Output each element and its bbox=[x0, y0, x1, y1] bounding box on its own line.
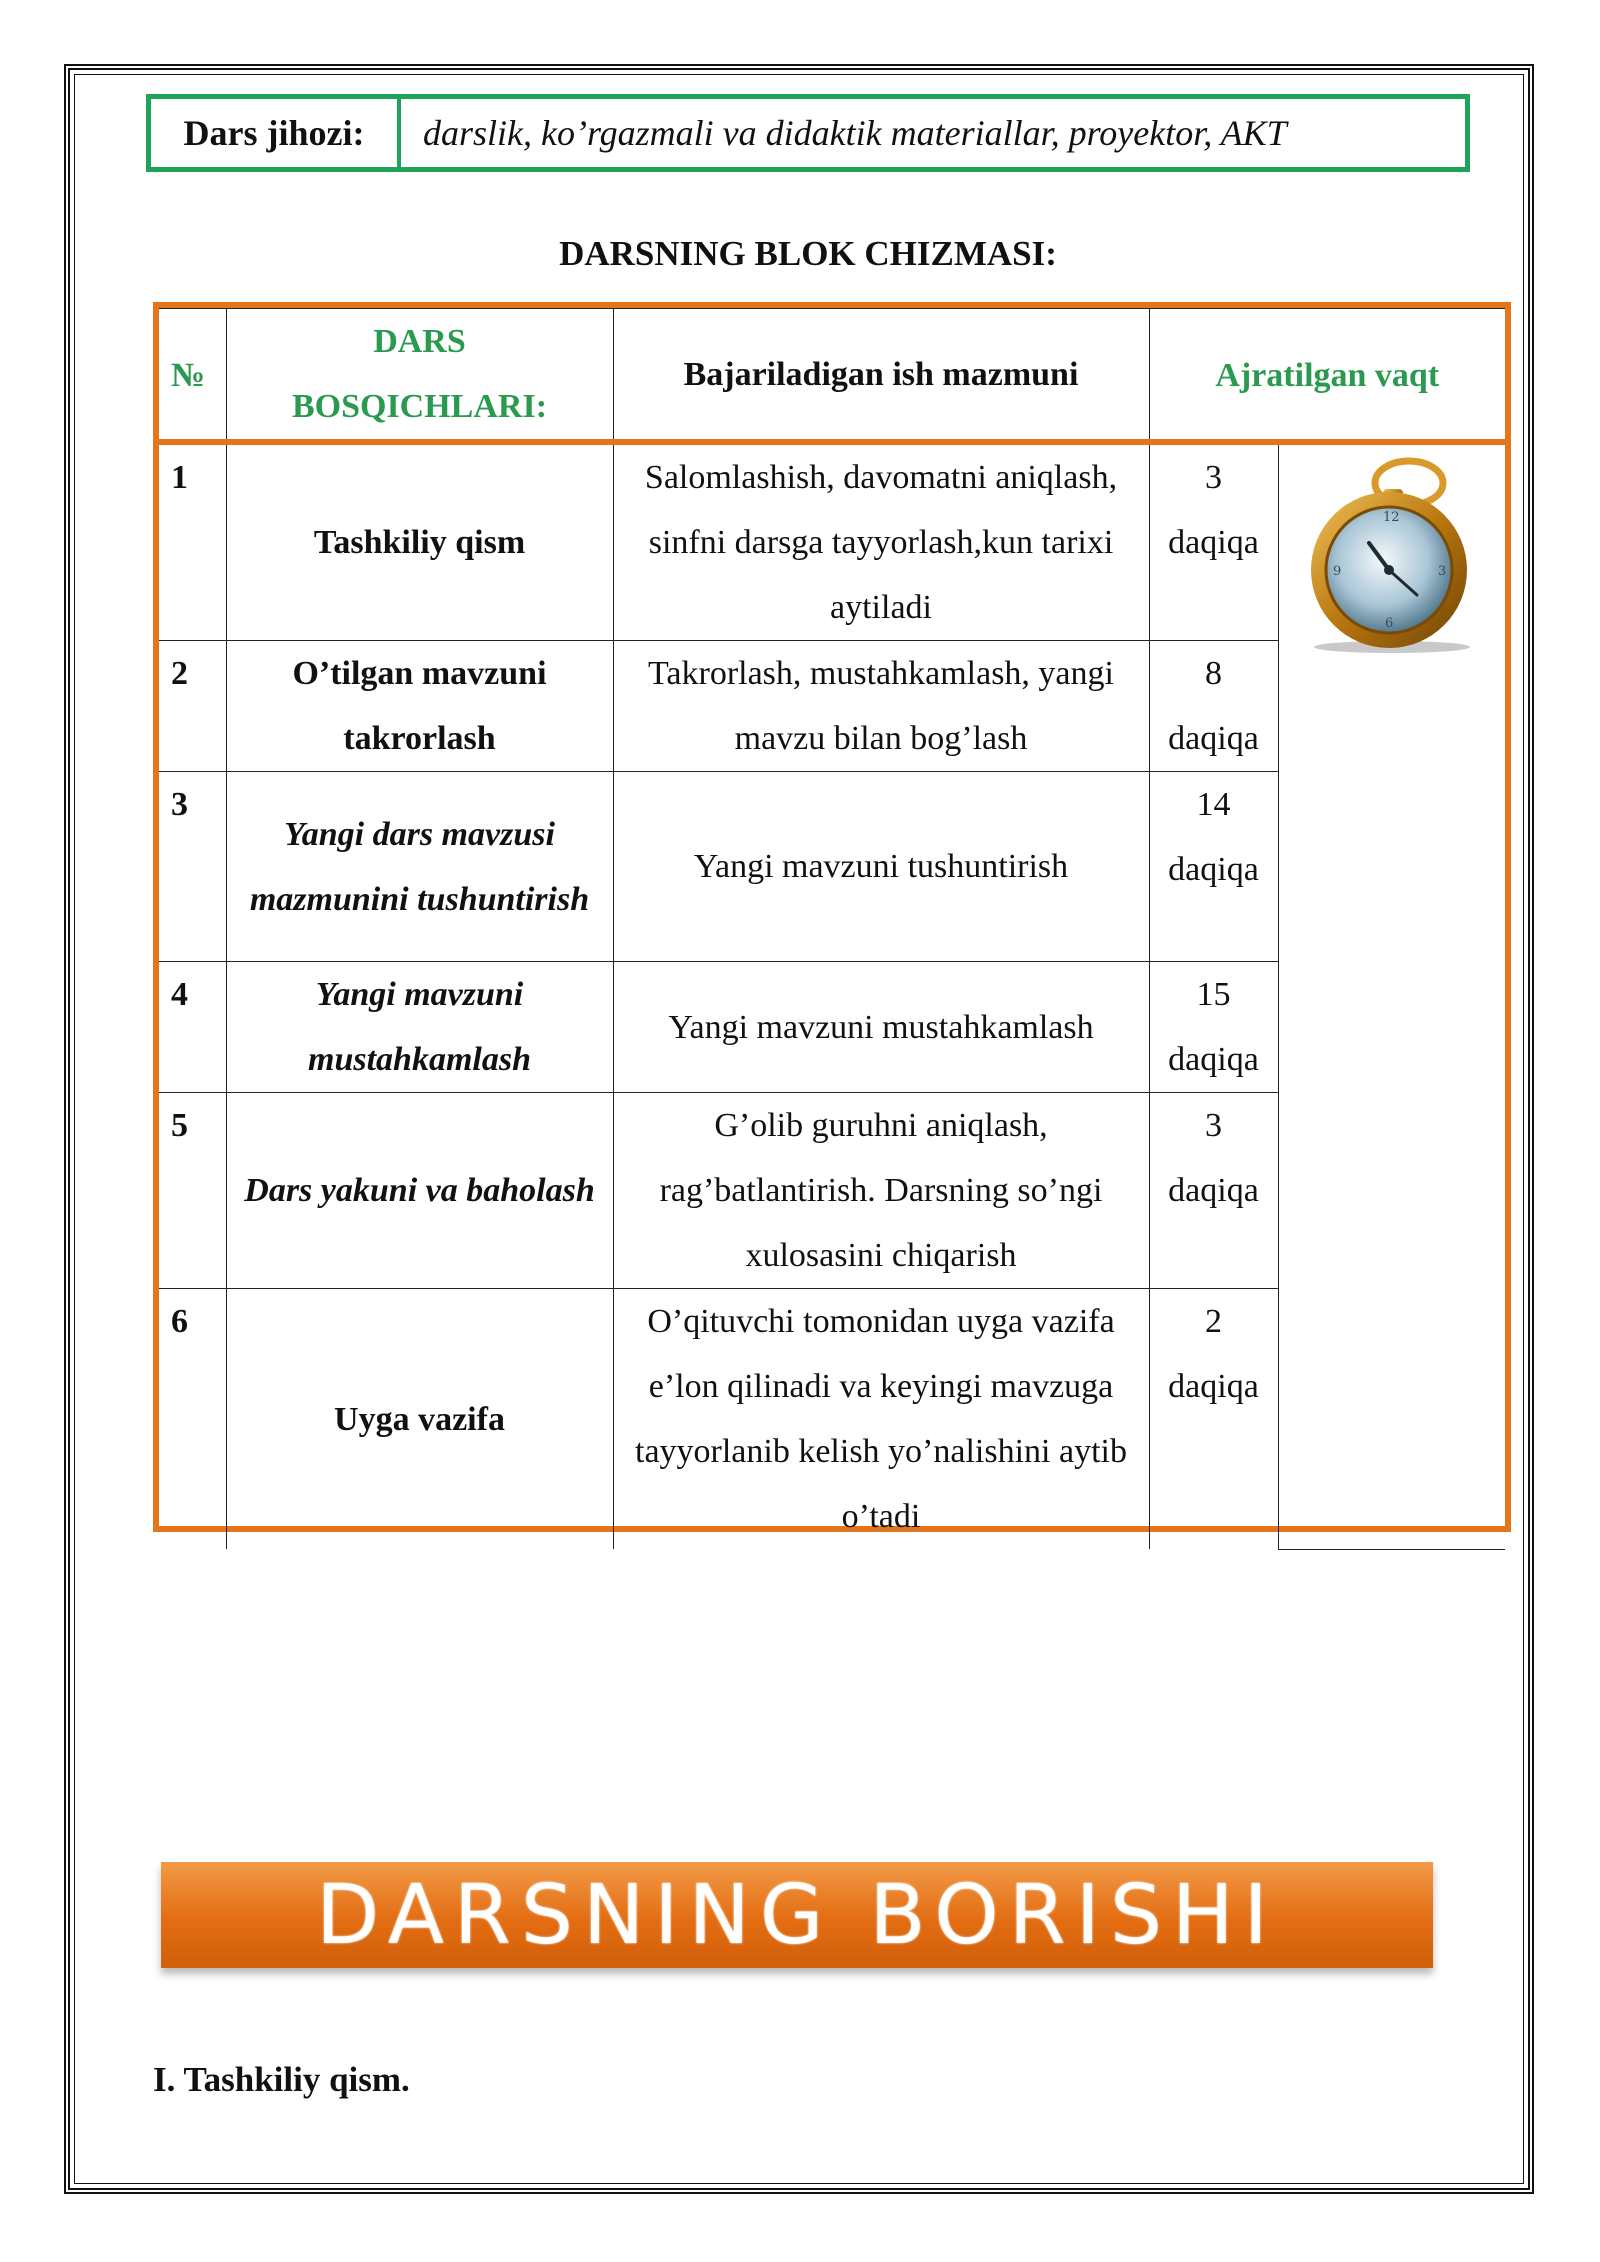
row-content: Takrorlash, mustahkamlash, yangi mavzu bilan bog’lash bbox=[613, 641, 1149, 772]
row-number: 3 bbox=[159, 772, 226, 962]
row-number: 5 bbox=[159, 1093, 226, 1289]
row-unit: daqiqa bbox=[1168, 1368, 1259, 1405]
header-stage-line2: BOSQICHLARI: bbox=[291, 388, 548, 425]
equipment-label: Dars jihozi: bbox=[151, 99, 401, 167]
header-stage-line1: DARS bbox=[373, 323, 466, 360]
row-time bbox=[1149, 962, 1278, 1093]
svg-text:6: 6 bbox=[1384, 616, 1394, 631]
row-stage: Uyga vazifa bbox=[226, 1289, 613, 1550]
lesson-progress-banner bbox=[161, 1862, 1433, 1968]
row-minutes: 2 bbox=[1205, 1303, 1222, 1340]
header-stage bbox=[226, 309, 613, 443]
equipment-value: darslik, ko’rgazmali va didaktik materiallar, proyektor, AKT bbox=[423, 113, 1287, 153]
row-stage: Tashkiliy qism bbox=[226, 442, 613, 641]
row-stage: Dars yakuni va baholash bbox=[226, 1093, 613, 1289]
header-number: № bbox=[159, 309, 226, 443]
row-content: O’qituvchi tomonidan uyga vazifa e’lon qilinadi va keyingi mavzuga tayyorlanib kelish yo’nalishini aytib o’tadi bbox=[613, 1289, 1149, 1550]
row-time bbox=[1149, 1093, 1278, 1289]
header-time: Ajratilgan vaqt bbox=[1149, 309, 1505, 443]
row-content: Yangi mavzuni mustahkamlash bbox=[613, 962, 1149, 1093]
header-content: Bajariladigan ish mazmuni bbox=[613, 309, 1149, 443]
table-header-row bbox=[159, 309, 1505, 443]
lesson-plan-table bbox=[153, 302, 1511, 1535]
row-time bbox=[1149, 442, 1278, 641]
row-time bbox=[1149, 641, 1278, 772]
row-number: 1 bbox=[159, 442, 226, 641]
row-minutes: 3 bbox=[1205, 1107, 1222, 1144]
row-unit: daqiqa bbox=[1168, 851, 1259, 888]
svg-text:12: 12 bbox=[1382, 510, 1400, 525]
row-content: Yangi mavzuni tushuntirish bbox=[613, 772, 1149, 962]
row-time bbox=[1149, 1289, 1278, 1550]
pocket-watch-icon bbox=[1297, 455, 1487, 655]
row-minutes: 8 bbox=[1205, 655, 1222, 692]
svg-text:9: 9 bbox=[1332, 564, 1342, 579]
row-unit: daqiqa bbox=[1168, 524, 1259, 561]
row-minutes: 15 bbox=[1196, 976, 1231, 1013]
row-number: 2 bbox=[159, 641, 226, 772]
svg-text:3: 3 bbox=[1437, 564, 1447, 579]
row-content: G’olib guruhni aniqlash, rag’batlantirish. Darsning so’ngi xulosasini chiqarish bbox=[613, 1093, 1149, 1289]
row-number: 6 bbox=[159, 1289, 226, 1550]
row-time bbox=[1149, 772, 1278, 962]
row-stage: O’tilgan mavzuni takrorlash bbox=[226, 641, 613, 772]
row-unit: daqiqa bbox=[1168, 1172, 1259, 1209]
row-stage: Yangi dars mavzusi mazmunini tushuntirish bbox=[226, 772, 613, 962]
row-minutes: 14 bbox=[1196, 786, 1231, 823]
row-stage: Yangi mavzuni mustahkamlash bbox=[226, 962, 613, 1093]
block-diagram-title: DARSNING BLOK CHIZMASI: bbox=[559, 234, 1057, 273]
table-row bbox=[159, 442, 1505, 641]
row-unit: daqiqa bbox=[1168, 1041, 1259, 1078]
watch-image-cell bbox=[1278, 442, 1505, 1549]
section-heading: I. Tashkiliy qism. bbox=[153, 2060, 410, 2099]
row-unit: daqiqa bbox=[1168, 720, 1259, 757]
row-number: 4 bbox=[159, 962, 226, 1093]
equipment-box bbox=[146, 94, 1470, 172]
row-content: Salomlashish, davomatni aniqlash, sinfni darsga tayyorlash,kun tarixi aytiladi bbox=[613, 442, 1149, 641]
banner-text: DARSNING BORISHI bbox=[316, 1867, 1278, 1963]
row-minutes: 3 bbox=[1205, 459, 1222, 496]
